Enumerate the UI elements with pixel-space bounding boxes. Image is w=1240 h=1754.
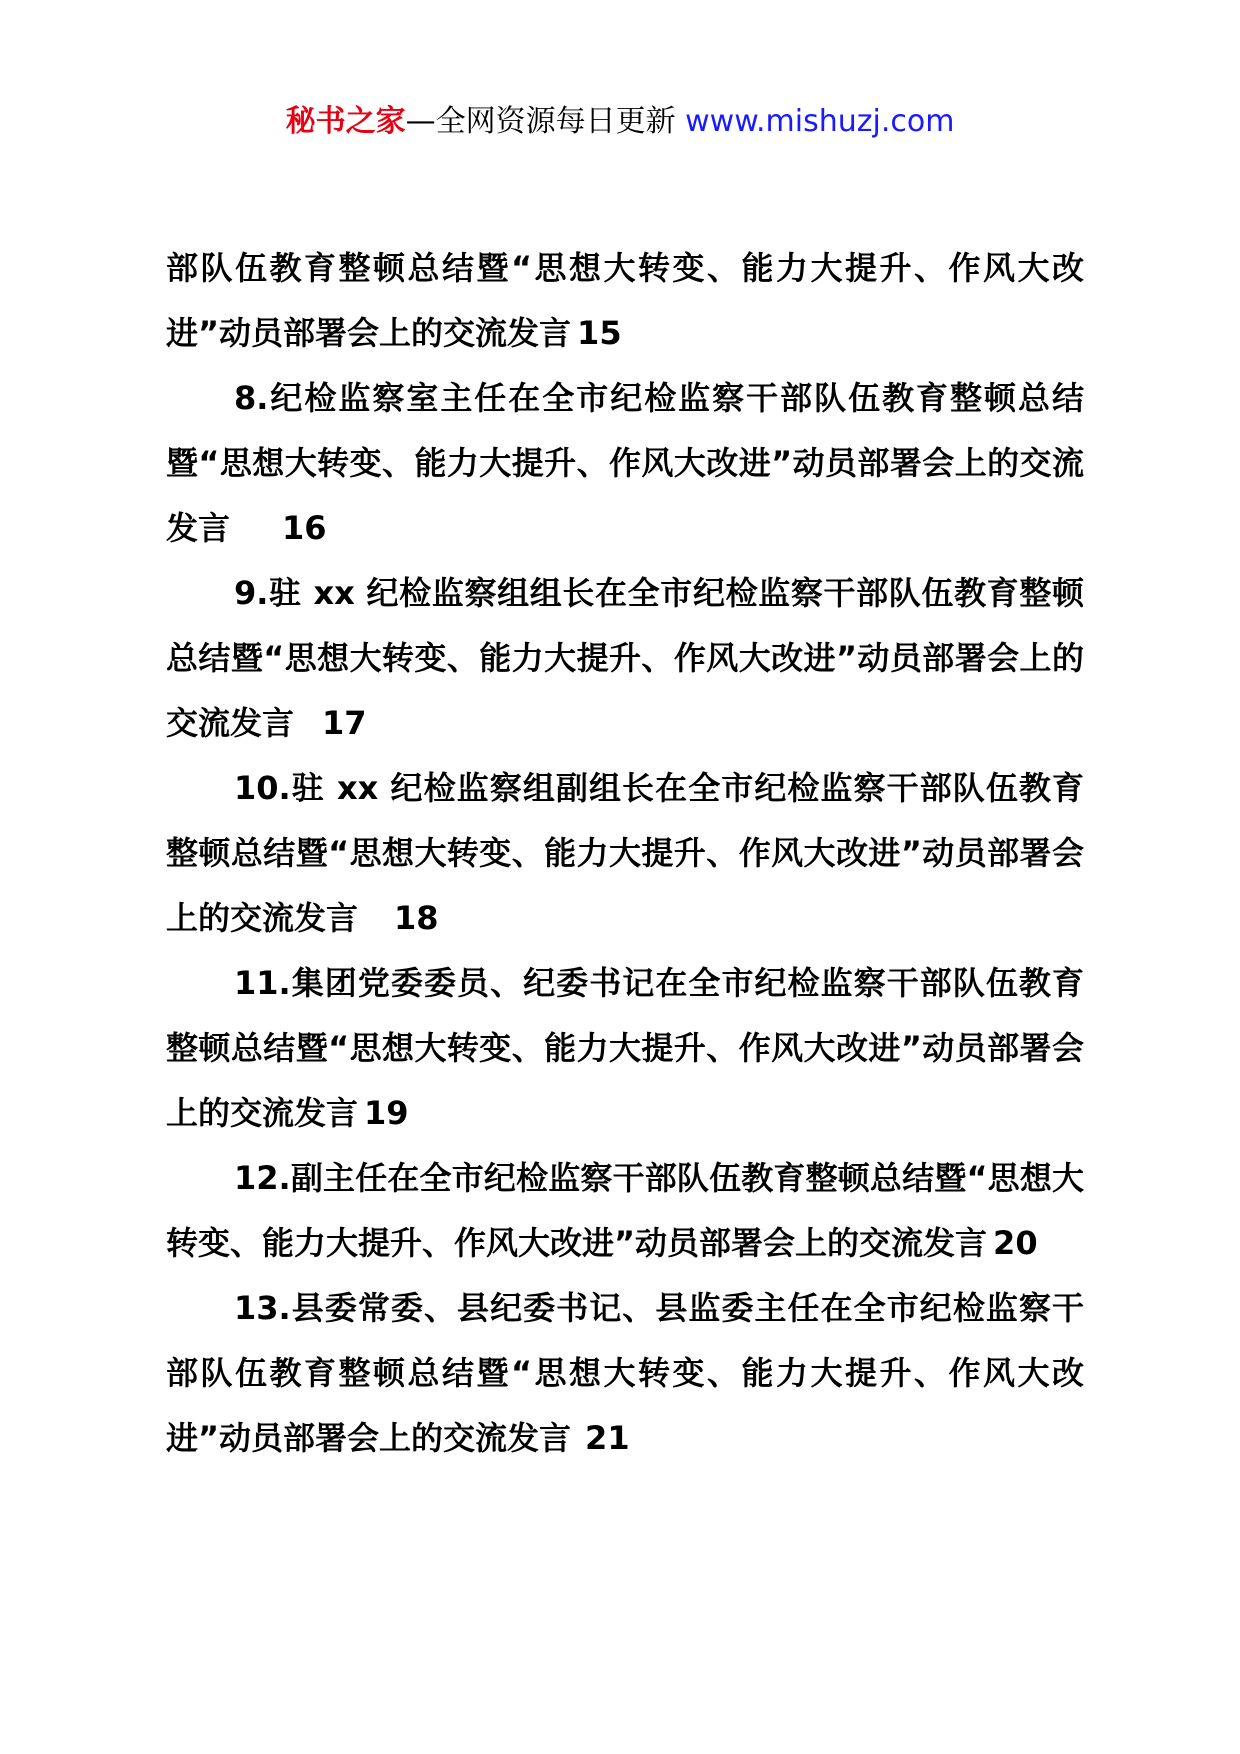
toc-entry-12[interactable] [166, 1146, 1084, 1276]
site-url-link[interactable]: www.mishuzj.com [685, 104, 955, 139]
toc-entry-page: 19 [364, 1094, 409, 1132]
table-of-contents [166, 236, 1084, 1471]
brand-name: 秘书之家 [285, 104, 406, 139]
toc-entry-title: 12.副主任在全市纪检监察干部队伍教育整顿总结暨“思想大转变、能力大提升、作风大改进”动员部署会上的交流发言 [166, 1159, 1084, 1262]
toc-entry-page: 15 [577, 314, 622, 352]
toc-entry-title: 8.纪检监察室主任在全市纪检监察干部队伍教育整顿总结暨“思想大转变、能力大提升、作风大改进”动员部署会上的交流发言 [166, 379, 1084, 547]
toc-entry-page: 18 [394, 899, 439, 937]
toc-entry-page: 17 [322, 704, 367, 742]
site-header [0, 100, 1240, 144]
header-tagline: —全网资源每日更新 [405, 104, 676, 139]
toc-entry-page: 20 [993, 1224, 1038, 1262]
toc-entry-10[interactable] [166, 756, 1084, 951]
toc-entry-page: 21 [585, 1419, 630, 1457]
toc-entry-title: 10.驻 xx 纪检监察组副组长在全市纪检监察干部队伍教育整顿总结暨“思想大转变、能力大提升、作风大改进”动员部署会上的交流发言 [166, 769, 1084, 937]
toc-entry-11[interactable] [166, 951, 1084, 1146]
toc-entry-title: 9.驻 xx 纪检监察组组长在全市纪检监察干部队伍教育整顿总结暨“思想大转变、能力大提升、作风大改进”动员部署会上的交流发言 [166, 574, 1084, 742]
toc-entry-title: 部队伍教育整顿总结暨“思想大转变、能力大提升、作风大改进”动员部署会上的交流发言 [166, 249, 1084, 352]
toc-entry-page: 16 [282, 509, 327, 547]
toc-entry-13[interactable] [166, 1276, 1084, 1471]
toc-entry-9[interactable] [166, 561, 1084, 756]
toc-entry-title: 13.县委常委、县纪委书记、县监委主任在全市纪检监察干部队伍教育整顿总结暨“思想大转变、能力大提升、作风大改进”动员部署会上的交流发言 [166, 1289, 1084, 1457]
toc-entry-title: 11.集团党委委员、纪委书记在全市纪检监察干部队伍教育整顿总结暨“思想大转变、能力大提升、作风大改进”动员部署会上的交流发言 [166, 964, 1084, 1132]
toc-entry-8[interactable] [166, 366, 1084, 561]
toc-entry-continued[interactable] [166, 236, 1084, 366]
